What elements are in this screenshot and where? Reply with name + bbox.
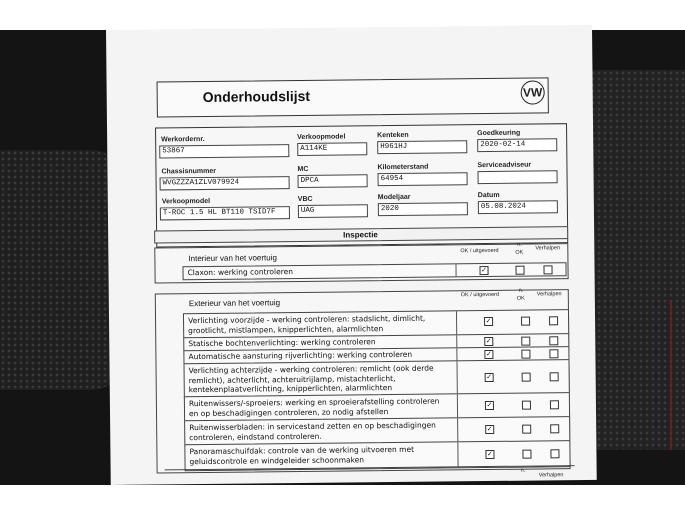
verhalpen-checkbox[interactable] (550, 449, 559, 458)
verhalpen-checkbox[interactable] (543, 265, 552, 274)
vw-logo-icon: VW (521, 80, 545, 104)
item-line: kentekenplaatverlichting, knipperlichten, alarmlichten (188, 383, 393, 395)
ok-checkbox[interactable]: ✓ (486, 401, 493, 410)
item-line: Verlichting voorzijde - werking controleren: stadslicht, dimlicht, (188, 313, 426, 326)
nok-checkbox[interactable] (515, 266, 524, 275)
checklist-item-text (189, 445, 414, 466)
interieur-title: Interieur van het voertuig (188, 253, 277, 264)
exterieur-col-nok: OK (516, 295, 525, 302)
vbc-field: UAG (298, 204, 368, 218)
item-line: Ruitenwisserbladen: in servicestand zetten en op beschadigingen (189, 420, 436, 433)
ok-checkbox[interactable]: ✓ (481, 267, 488, 275)
goedkeuring-label: Goedkeuring (477, 129, 521, 138)
item-line: Ruitenwissers/-sproeiers: werking en sproeierafstelling controleren (188, 396, 440, 409)
next-section-partial (165, 465, 575, 490)
werkordernr-field: 53867 (159, 144, 289, 158)
verkoopmodel-label: Verkoopmodel (161, 197, 211, 206)
ok-checkbox[interactable]: ✓ (485, 317, 492, 326)
verhalpen-checkbox[interactable] (550, 400, 559, 409)
verhalpen-checkbox[interactable] (550, 424, 559, 433)
nok-checkbox[interactable] (522, 450, 531, 459)
verhalpen-checkbox[interactable] (549, 316, 558, 325)
next-col-nok-top: n. (520, 467, 526, 474)
modeljaar-label: Modeljaar (377, 193, 411, 202)
next-col-verhalpen: Verhalpen (538, 472, 564, 479)
ok-checkbox[interactable]: ✓ (486, 373, 493, 382)
ok-checkbox[interactable]: ✓ (486, 450, 493, 459)
chassisnummer-label: Chassisnummer (161, 167, 216, 176)
exterieur-title: Exterieur van het voertuig (188, 298, 281, 309)
mc-label: MC (297, 165, 309, 174)
nok-checkbox[interactable] (521, 317, 530, 326)
verhalpen-checkbox[interactable] (549, 349, 558, 358)
item-line: geluidscontrole en windgeleider schoonmaken (189, 454, 365, 466)
werkordernr-label: Werkordernr. (161, 135, 205, 144)
nok-checkbox[interactable] (521, 337, 530, 346)
kilometerstand-field: 64954 (378, 172, 468, 186)
verhalpen-checkbox[interactable] (550, 372, 559, 381)
item-line: Panoramaschuifdak: controle van de werking uitvoeren met (189, 444, 415, 457)
cell-divider (455, 264, 456, 276)
checklist-item-text: Statische bochtenverlichting: werking controleren (188, 337, 376, 349)
nok-checkbox[interactable] (521, 350, 530, 359)
document-title: Onderhoudslijst (202, 87, 311, 105)
exterieur-col-verhalpen: Verhalpen (536, 291, 562, 298)
interieur-col-ok: OK / uitgevoerd (460, 247, 499, 255)
seat-stitching (670, 300, 672, 450)
cell-divider (457, 394, 458, 418)
kenteken-label: Kenteken (377, 131, 409, 140)
checklist-item-text (188, 314, 425, 335)
vbc-label: VBC (297, 195, 313, 204)
goedkeuring-field: 2020-02-14 (477, 138, 557, 152)
cell-divider (456, 311, 457, 335)
verkoopmodel-code-field: A114KE (297, 142, 367, 156)
cell-divider (456, 361, 457, 394)
exterieur-col-nok-top: n. (518, 287, 524, 294)
nok-checkbox[interactable] (522, 425, 531, 434)
cell-divider (457, 442, 458, 467)
ok-checkbox[interactable]: ✓ (485, 337, 492, 346)
datum-label: Datum (477, 191, 500, 200)
checklist-item-text: Claxon: werking controleren (187, 267, 294, 278)
checklist-item-text (189, 364, 434, 395)
ok-checkbox[interactable]: ✓ (486, 425, 493, 434)
item-line: remlicht), achterlicht, achteruitrijlamp, mistachterlicht, (188, 373, 396, 385)
serviceadviseur-field (477, 170, 557, 184)
serviceadviseur-label: Serviceadviseur (477, 161, 532, 170)
checklist-item-text (189, 397, 440, 419)
item-line: grootlicht, mistlampen, knipperlichten, alarmlichten (188, 323, 384, 335)
checklist-item-text: Automatische aansturing rijverlichting: werking controleren (188, 349, 413, 362)
verkoopmodel-code-label: Verkoopmodel (297, 133, 346, 142)
kilometerstand-label: Kilometerstand (377, 163, 429, 172)
inspectie-label: Inspectie (343, 230, 378, 240)
verkoopmodel-field: T-ROC 1.5 HL BT110 TSID7F (160, 206, 290, 220)
mc-field: DPCA (298, 174, 368, 188)
modeljaar-field: 2020 (378, 202, 468, 216)
interieur-col-verhalpen: Verhalpen (535, 245, 561, 252)
chassisnummer-field: WVGZZZA1ZLV079924 (160, 176, 290, 190)
datum-field: 05.08.2024 (478, 200, 558, 214)
nok-checkbox[interactable] (522, 373, 531, 382)
kenteken-field: H961HJ (377, 140, 467, 154)
interieur-col-nok-top: n. (517, 241, 522, 248)
item-line: controleren, eindstand controleren. (189, 431, 322, 442)
cell-divider (457, 418, 458, 442)
exterieur-col-ok: OK / uitgevoerd (460, 291, 500, 299)
nok-checkbox[interactable] (522, 401, 531, 410)
checklist-paper (106, 25, 597, 485)
item-line: Verlichting achterzijde - werking controleren: remlicht (ook derde (188, 363, 434, 376)
verhalpen-checkbox[interactable] (549, 336, 558, 345)
checklist-item-text (189, 421, 436, 443)
ok-checkbox[interactable]: ✓ (485, 350, 492, 359)
item-line: en op beschadigingen controleren, zo nodig afstellen (188, 406, 389, 418)
interieur-col-nok: OK (515, 249, 524, 256)
